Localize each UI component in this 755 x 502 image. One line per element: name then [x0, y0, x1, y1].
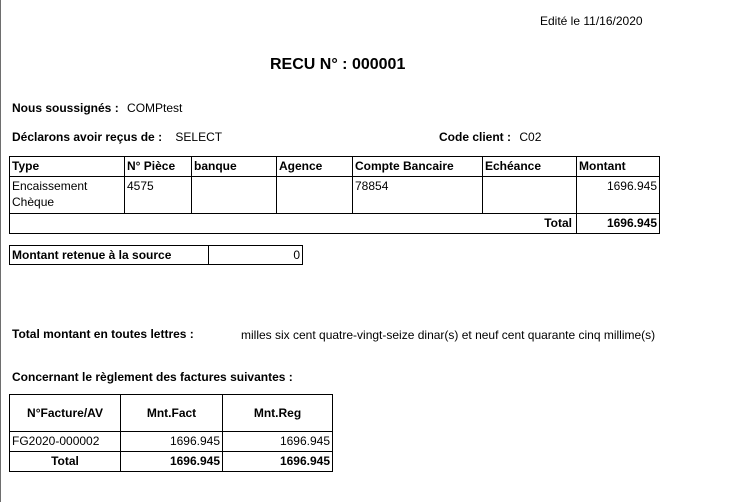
- factures-header-row: [10, 395, 333, 432]
- col-numero-facture: N°Facture/AV: [10, 395, 121, 432]
- soussignes-value: COMPtest: [127, 101, 183, 115]
- cell-echeance: [483, 177, 577, 214]
- cell-compte: 78854: [353, 177, 483, 214]
- lettres-label: Total montant en toutes lettres :: [12, 327, 194, 341]
- factures-heading: Concernant le règlement des factures suivantes :: [12, 370, 293, 384]
- retenue-value: 0: [209, 246, 303, 265]
- declarons-line: [12, 130, 222, 144]
- col-piece: N° Pièce: [125, 157, 192, 177]
- payments-total-row: [10, 214, 660, 234]
- cell-montant: 1696.945: [577, 177, 660, 214]
- factures-table: [9, 394, 333, 472]
- code-client-label: Code client :: [439, 130, 512, 144]
- cell-mnt-fact: 1696.945: [121, 432, 223, 452]
- factures-total-row: [10, 452, 333, 472]
- payments-total-value: 1696.945: [577, 214, 660, 234]
- retenue-table: [9, 245, 303, 265]
- factures-total-reg: 1696.945: [223, 452, 333, 472]
- table-row: [10, 432, 333, 452]
- col-agence: Agence: [277, 157, 353, 177]
- cell-piece: 4575: [125, 177, 192, 214]
- col-banque: banque: [192, 157, 277, 177]
- soussignes-label: Nous soussignés :: [12, 101, 119, 115]
- receipt-title: RECU N° : 000001: [270, 56, 406, 73]
- edit-date-label: Edité le: [540, 14, 581, 28]
- edit-date-value: 11/16/2020: [583, 14, 643, 28]
- cell-banque: [192, 177, 277, 214]
- cell-type-line1: Encaissement: [12, 179, 88, 193]
- soussignes-line: [12, 101, 182, 115]
- table-row: [10, 177, 660, 214]
- factures-total-label: Total: [10, 452, 121, 472]
- cell-agence: [277, 177, 353, 214]
- payments-total-label: Total: [10, 214, 577, 234]
- cell-type: [10, 177, 125, 214]
- cell-numero-facture: FG2020-000002: [10, 432, 121, 452]
- payments-header-row: [10, 157, 660, 177]
- retenue-label: Montant retenue à la source: [10, 246, 209, 265]
- edit-date-line: [540, 14, 643, 28]
- code-client-value: C02: [519, 130, 542, 144]
- cell-type-line2: Chèque: [12, 195, 55, 209]
- cell-mnt-reg: 1696.945: [223, 432, 333, 452]
- col-mnt-reg: Mnt.Reg: [223, 395, 333, 432]
- col-type: Type: [10, 157, 125, 177]
- col-montant: Montant: [577, 157, 660, 177]
- payments-table: [9, 156, 660, 234]
- factures-total-fact: 1696.945: [121, 452, 223, 472]
- col-compte: Compte Bancaire: [353, 157, 483, 177]
- col-echeance: Echéance: [483, 157, 577, 177]
- code-client-line: [439, 130, 541, 144]
- col-mnt-fact: Mnt.Fact: [121, 395, 223, 432]
- page-left-border: [0, 0, 1, 502]
- declarons-label: Déclarons avoir reçus de :: [12, 130, 163, 144]
- declarons-value: SELECT: [175, 130, 223, 144]
- lettres-text: milles six cent quatre-vingt-seize dinar(s) et neuf cent quarante cinq millime(s): [241, 328, 656, 342]
